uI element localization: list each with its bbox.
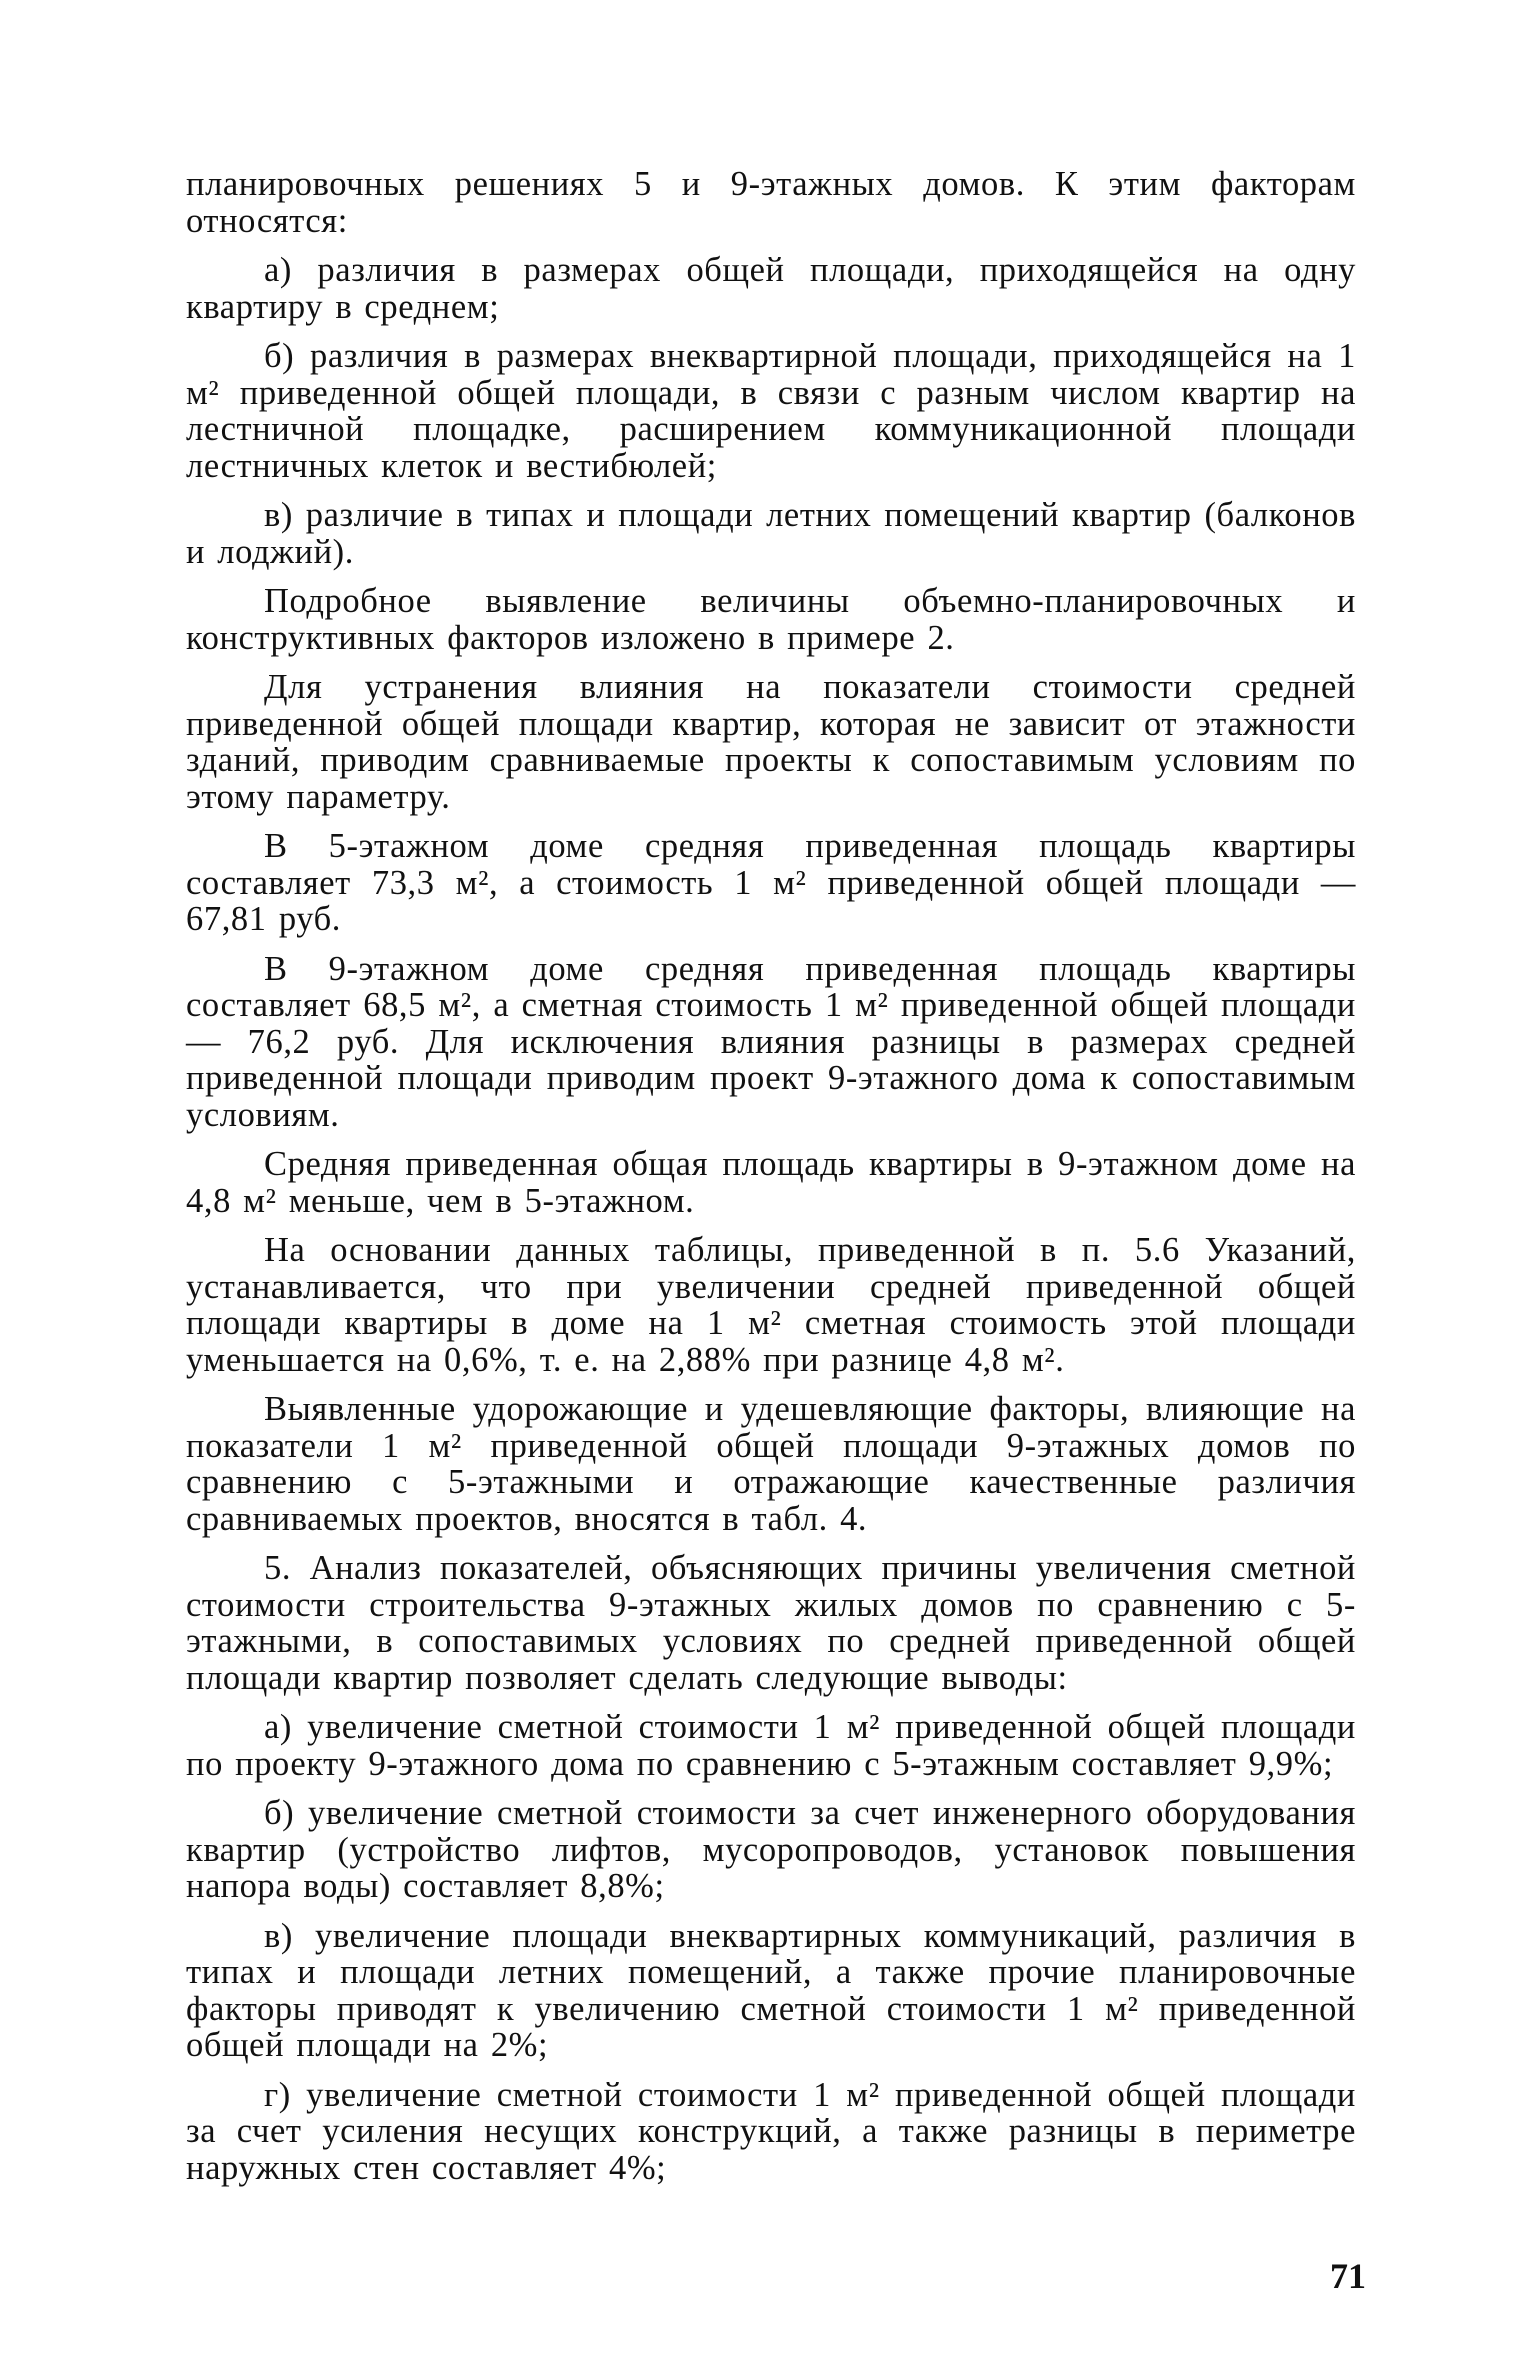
paragraph: В 5-этажном доме средняя приведенная площадь квартиры составляет 73,3 м², а стоимость 1 м² приведенной общей площади — 67,81 руб. [186,827,1356,938]
paragraph-item-a: а) различия в размерах общей площади, приходящейся на одну квартиру в среднем; [186,251,1356,326]
page-number: 71 [1330,2256,1366,2296]
conclusion-item-g: г) увеличение сметной стоимости 1 м² приведенной общей площади за счет усиления несущих конструкций, а также разницы в периметре наружных стен составляет 4%; [186,2075,1356,2187]
conclusion-item-v: в) увеличение площади внеквартирных коммуникаций, различия в типах и площади летних помещений, а также прочие планировочные факторы приводят к увеличению сметной стоимости 1 м² приведенной общей площади на 2%; [186,1916,1356,2064]
paragraph: Подробное выявление величины объемно-планировочных и конструктивных факторов изложено в примере 2. [186,582,1356,657]
paragraph: На основании данных таблицы, приведенной в п. 5.6 Указаний, устанавливается, что при увеличении средней приведенной общей площади квартиры в доме на 1 м² сметная стоимость этой площади уменьшается на 0,6%, т. е. на 2,88% при разнице 4,8 м². [186,1231,1356,1379]
conclusion-item-b: б) увеличение сметной стоимости за счет инженерного оборудования квартир (устройство лифтов, мусоропроводов, установок повышения напора воды) составляет 8,8%; [186,1794,1356,1905]
paragraph-continuation: планировочных решениях 5 и 9-этажных домов. К этим факторам относятся: [186,165,1356,240]
body-text [186,166,1356,2199]
paragraph: Выявленные удорожающие и удешевляющие факторы, влияющие на показатели 1 м² приведенной общей площади 9-этажных домов по сравнению с 5-этажными и отражающие качественные различия сравниваемых проектов, вносятся в табл. 4. [186,1390,1356,1538]
paragraph-item-v: в) различие в типах и площади летних помещений квартир (балконов и лоджий). [186,496,1356,571]
paragraph: Средняя приведенная общая площадь квартиры в 9-этажном доме на 4,8 м² меньше, чем в 5-этажном. [186,1145,1356,1220]
paragraph-item-b: б) различия в размерах внеквартирной площади, приходящейся на 1 м² приведенной общей площади, в связи с разным числом квартир на лестничной площадке, расширением коммуникационной площади лестничных клеток и вестибюлей; [186,337,1356,485]
paragraph: В 9-этажном доме средняя приведенная площадь квартиры составляет 68,5 м², а сметная стоимость 1 м² приведенной общей площади — 76,2 руб. Для исключения влияния разницы в размерах средней приведенной площади приводим проект 9-этажного дома к сопоставимым условиям. [186,949,1356,1134]
paragraph-section-5: 5. Анализ показателей, объясняющих причины увеличения сметной стоимости строительства 9-этажных жилых домов по сравнению с 5-этажными, в сопоставимых условиях по средней приведенной общей площади квартир позволяет сделать следующие выводы: [186,1549,1356,1697]
conclusion-item-a: а) увеличение сметной стоимости 1 м² приведенной общей площади по проекту 9-этажного дома по сравнению с 5-этажным составляет 9,9%; [186,1708,1356,1783]
paragraph: Для устранения влияния на показатели стоимости средней приведенной общей площади квартир, которая не зависит от этажности зданий, приводим сравниваемые проекты к сопоставимым условиям по этому параметру. [186,668,1356,816]
